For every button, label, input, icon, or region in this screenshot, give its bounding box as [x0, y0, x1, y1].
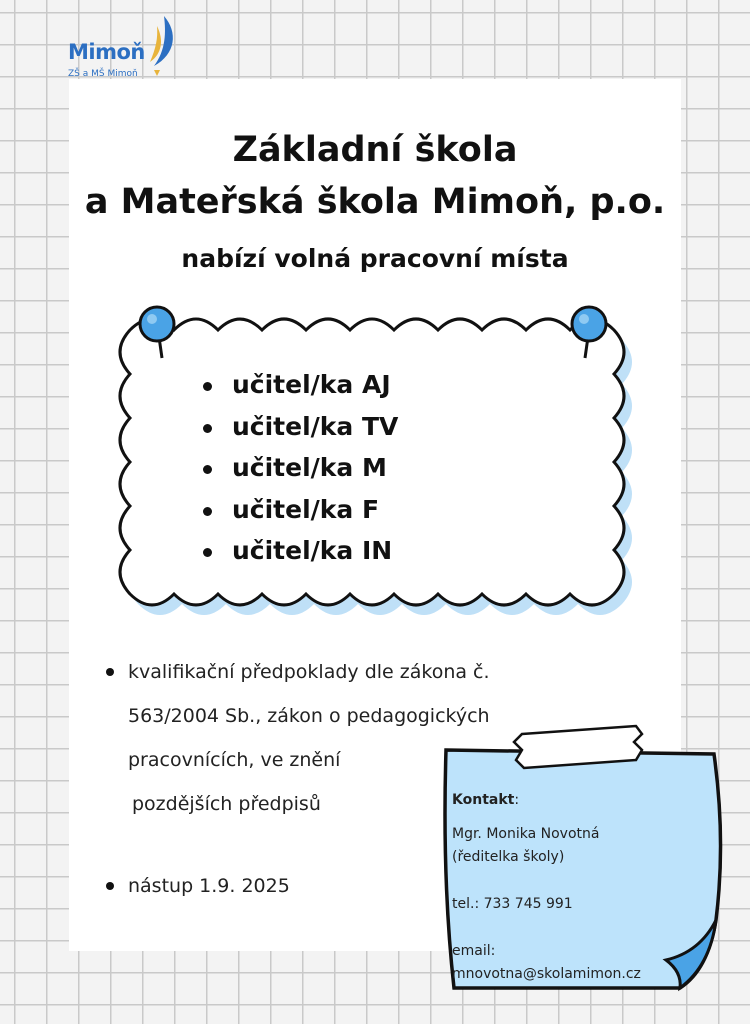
title-line-2: a Mateřská škola Mimoň, p.o.	[84, 182, 666, 222]
requirements-line-1: kvalifikační předpoklady dle zákona č.	[104, 650, 544, 694]
tape-icon	[514, 726, 642, 768]
contact-label-colon: :	[514, 792, 520, 808]
page-title	[69, 124, 681, 228]
requirements-line-3: pracovnících, ve znění	[128, 749, 341, 771]
contact-label-text: Kontakt	[452, 792, 515, 808]
contact-role: (ředitelka školy)	[452, 849, 565, 865]
list-item: učitel/ka F	[200, 493, 398, 535]
page-subtitle: nabízí volná pracovní místa	[181, 244, 569, 273]
list-item: učitel/ka M	[200, 451, 398, 493]
contact-name: Mgr. Monika Novotná	[452, 826, 600, 842]
title-line-1: Základní škola	[232, 130, 518, 170]
logo-name: Mimoň	[68, 40, 145, 64]
start-date: nástup 1.9. 2025	[104, 864, 290, 908]
requirements-line-2: 563/2004 Sb., zákon o pedagogických	[128, 705, 490, 727]
requirements-line-4: pozdějších předpisů	[132, 793, 321, 815]
school-logo	[66, 14, 186, 84]
list-item: učitel/ka IN	[200, 534, 398, 576]
list-item: učitel/ka TV	[200, 410, 398, 452]
positions-list	[200, 368, 398, 576]
contact-phone: tel.: 733 745 991	[452, 896, 573, 912]
contact-email-label: email:	[452, 943, 496, 959]
contact-email[interactable]: mnovotna@skolamimon.cz	[452, 966, 641, 982]
list-item: učitel/ka AJ	[200, 368, 398, 410]
contact-label	[452, 792, 519, 808]
logo-subtitle: ZŠ a MŠ Mimoň	[68, 69, 138, 79]
